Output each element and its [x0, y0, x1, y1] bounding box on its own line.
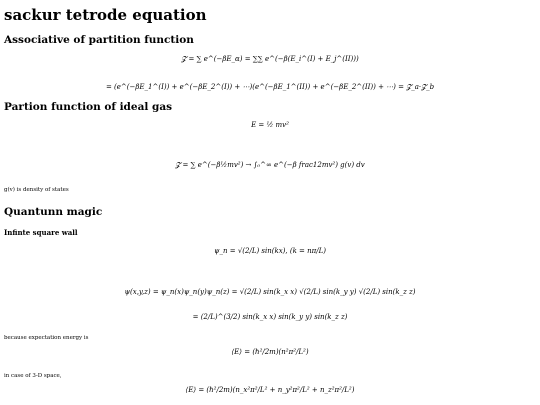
equation-wavefunction-3d: ψ(x,y,z) = ψ_n(x)ψ_n(y)ψ_n(z) = √(2/L) sin(k_x x) √(2/L) sin(k_y y) √(2/L) sin(k_z z)	[124, 288, 416, 296]
equation-partition-product: = (e^(−βE_1^(I)) + e^(−βE_2^(I)) + ⋯)(e^(−βE_1^(II)) + e^(−βE_2^(II)) + ⋯) = 𝓩_a·𝓩_b	[105, 83, 435, 91]
equation-partition-integral: 𝓩 = ∑ e^(−β½mv²) → ∫₀^∞ e^(−β frac12mv²) g(v) dv	[175, 161, 365, 169]
page-title: sackur tetrode equation	[4, 6, 207, 24]
subheading-square-wall: Infinte square wall	[4, 228, 78, 237]
note-density-of-states: g(v) is density of states	[4, 187, 69, 193]
heading-quantum: Quantunn magic	[4, 206, 103, 218]
heading-associative: Associative of partition function	[4, 34, 194, 46]
note-expectation-energy: because expectation energy is	[4, 335, 89, 341]
equation-wavefunction-1d: ψ_n = √(2/L) sin(kx), (k = nπ/L)	[214, 247, 326, 255]
equation-partition-sum: 𝓩 = ∑ e^(−βE_α) = ∑∑ e^(−β(E_i^(I) + E_j^(II)))	[181, 55, 359, 63]
note-3d-space: in case of 3-D space,	[4, 373, 62, 379]
equation-wavefunction-simplified: = (2/L)^(3/2) sin(k_x x) sin(k_y y) sin(k_z z)	[192, 313, 348, 321]
equation-expectation-energy-3d: ⟨E⟩ = (ℏ²/2m)(n_x²π²/L² + n_y²π²/L² + n_z²π²/L²)	[185, 386, 355, 394]
heading-ideal-gas: Partion function of ideal gas	[4, 101, 173, 113]
equation-kinetic-energy: E = ½ mv²	[251, 121, 289, 129]
equation-expectation-energy: ⟨E⟩ = (ℏ²/2m)(n²π²/L²)	[231, 348, 309, 356]
